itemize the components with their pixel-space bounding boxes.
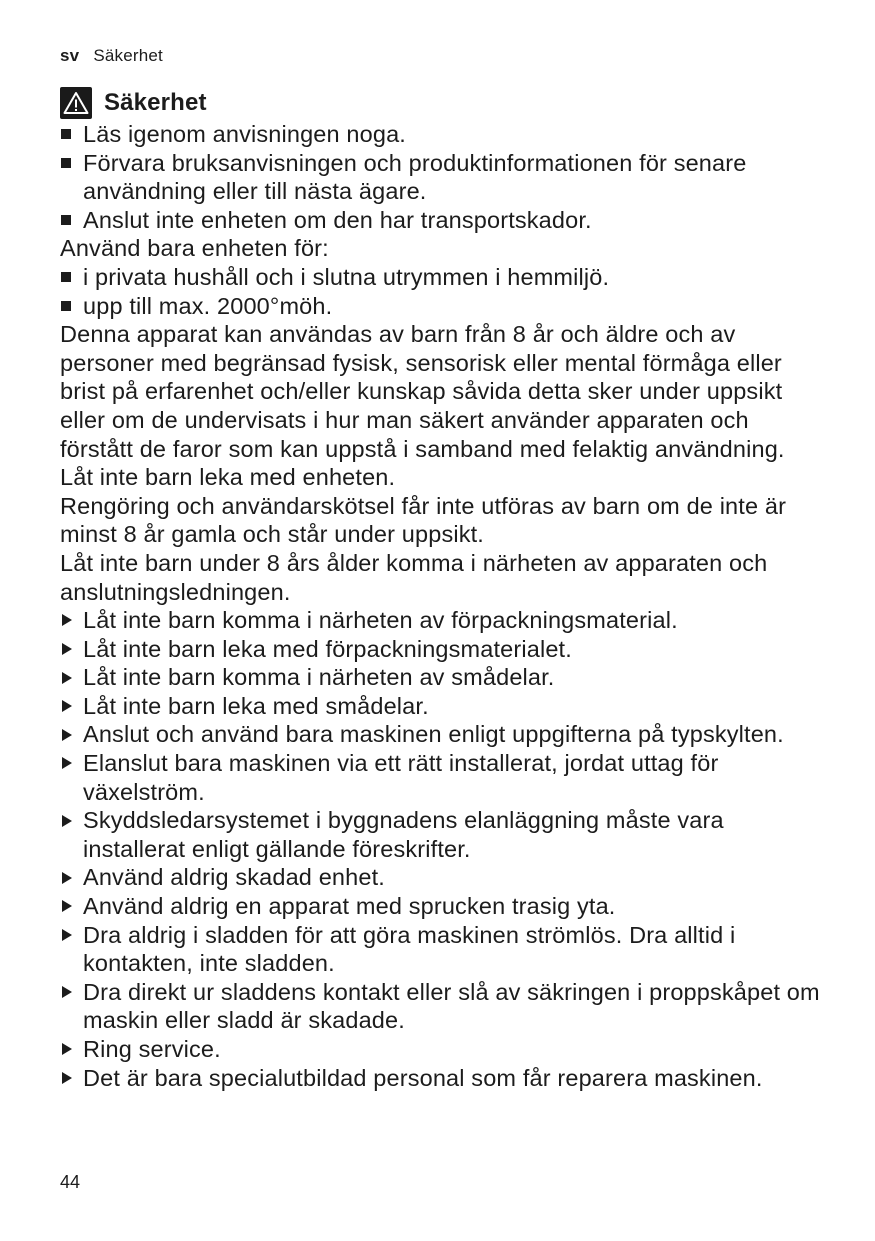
warning-icon [60,87,92,119]
list-item: Anslut inte enheten om den har transportskador. [60,206,820,235]
arrow-marker [60,806,83,835]
page-number: 44 [60,1172,81,1192]
arrow-marker [60,921,83,950]
action-list [60,606,820,1092]
arrow-marker [60,1064,83,1093]
list-item: upp till max. 2000°möh. [60,292,820,321]
section-heading [60,86,820,120]
running-header [60,46,163,66]
list-item: Låt inte barn komma i närheten av smådelar. [60,663,820,692]
arrow-marker [60,978,83,1007]
list-item: Dra aldrig i sladden för att göra maskinen strömlös. Dra alltid i kontakten, inte sladden. [60,921,820,978]
arrow-marker [60,863,83,892]
arrow-marker [60,606,83,635]
use-only-label: Använd bara enheten för: [60,235,329,262]
use-bullet-list [60,263,820,320]
arrow-marker [60,663,83,692]
arrow-marker [60,692,83,721]
arrow-marker [60,720,83,749]
arrow-marker [60,635,83,664]
list-item: Låt inte barn leka med smådelar. [60,692,820,721]
page-title: Säkerhet [104,88,207,116]
list-item: Förvara bruksanvisningen och produktinformationen för senare användning eller till nästa ägare. [60,149,820,206]
intro-bullet-list [60,120,820,234]
bullet-marker [60,292,83,321]
paragraph-under-8: Låt inte barn under 8 års ålder komma i närheten av apparaten och anslutningsledningen. [60,549,768,605]
arrow-marker [60,892,83,921]
list-item: Dra direkt ur sladdens kontakt eller slå av säkringen i proppskåpet om maskin eller sladd är skadade. [60,978,820,1035]
list-item: Det är bara specialutbildad personal som får reparera maskinen. [60,1064,820,1093]
list-item: Skyddsledarsystemet i byggnadens elanläggning måste vara installerat enligt gällande föreskrifter. [60,806,820,863]
paragraph-cleaning: Rengöring och användarskötsel får inte utföras av barn om de inte är minst 8 år gamla och står under uppsikt. [60,492,787,548]
safety-section [60,86,820,1092]
bullet-marker [60,149,83,178]
paragraph-no-play: Låt inte barn leka med enheten. [60,464,396,491]
list-item: Låt inte barn komma i närheten av förpackningsmaterial. [60,606,820,635]
bullet-marker [60,120,83,149]
list-item: Ring service. [60,1035,820,1064]
list-item: i privata hushåll och i slutna utrymmen i hemmiljö. [60,263,820,292]
list-item: Låt inte barn leka med förpackningsmaterialet. [60,635,820,664]
language-code: sv [60,46,80,65]
list-item: Anslut och använd bara maskinen enligt uppgifterna på typskylten. [60,720,820,749]
list-item: Använd aldrig skadad enhet. [60,863,820,892]
list-item: Läs igenom anvisningen noga. [60,120,820,149]
bullet-marker [60,206,83,235]
bullet-marker [60,263,83,292]
arrow-marker [60,1035,83,1064]
header-section: Säkerhet [93,46,163,65]
list-item: Använd aldrig en apparat med sprucken trasig yta. [60,892,820,921]
list-item: Elanslut bara maskinen via ett rätt installerat, jordat uttag för växelström. [60,749,820,806]
arrow-marker [60,749,83,778]
paragraph-children-usage: Denna apparat kan användas av barn från 8 år och äldre och av personer med begränsad fysisk, sensorisk eller mental förmåga eller brist på erfarenhet och/eller kunskap såvida detta sker under uppsikt eller om de undervisats i hur man säkert använder apparaten och förstått de faror som kan uppstå i samband med felaktig användning. [60,321,785,462]
